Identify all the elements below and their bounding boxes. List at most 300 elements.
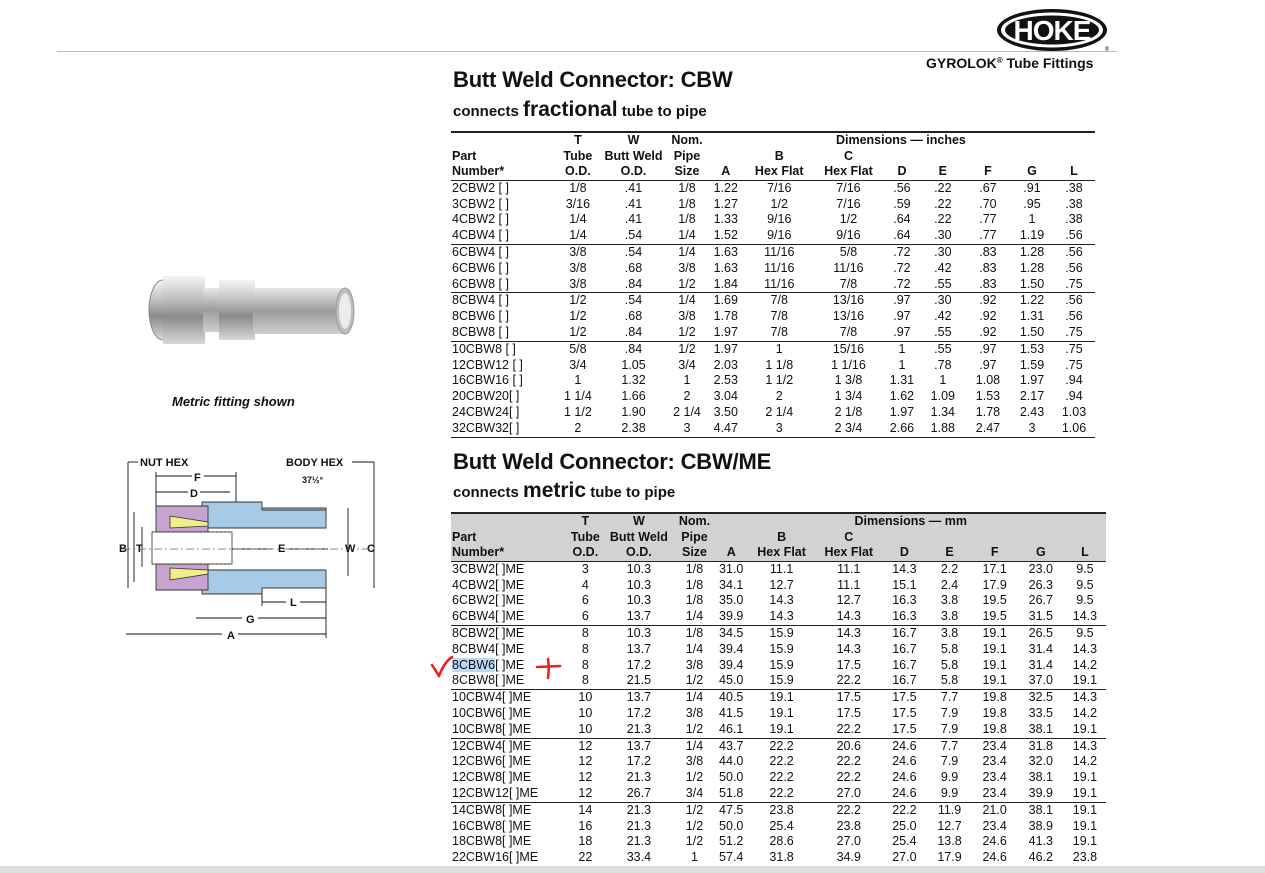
table-cell: 22.2	[747, 786, 816, 802]
table-cell: 16	[578, 818, 593, 833]
red-check-annotation	[430, 656, 570, 680]
table-cell: .67	[979, 180, 997, 195]
table-cell: 31.8	[747, 850, 816, 866]
table-cell: 27.0	[836, 834, 861, 849]
table-cell: 17.5	[892, 705, 917, 720]
table-cell: 39.9	[715, 609, 746, 625]
table-cell: 5.8	[927, 673, 971, 689]
table-cell: .92	[979, 293, 997, 308]
table-cell: 1 1/16	[831, 357, 866, 372]
table-cell: 7.7	[940, 738, 959, 753]
table-cell: 9/16	[745, 228, 814, 244]
table-cell: 1.08	[975, 373, 1001, 388]
svg-text:B: B	[119, 543, 127, 555]
table-cell: 1	[898, 341, 906, 356]
table-cell: 3/8	[569, 260, 587, 275]
table-cell: 11/16	[833, 260, 864, 275]
table-cell: 14.3	[1072, 690, 1098, 705]
table-cell: 23.4	[982, 770, 1007, 785]
brand-suffix: Tube Fittings	[1006, 55, 1094, 71]
table-cell: .97	[893, 309, 911, 324]
table-cell: 10.3	[626, 593, 652, 608]
table-row	[451, 293, 1095, 309]
table-cell: 25.4	[892, 834, 917, 849]
table-cell: 19.1	[769, 705, 794, 720]
table-cell: 23.0	[1028, 561, 1053, 576]
table-cell: 7/16	[836, 196, 861, 211]
table-cell: 1.97	[889, 404, 915, 419]
table-cell: 7.9	[940, 754, 959, 769]
table-cell: 14.3	[816, 609, 881, 625]
table-cell: 1/8	[678, 180, 696, 195]
table-cell: 33.4	[604, 850, 673, 866]
part-number-cell: 12CBW12 [ ]	[452, 357, 523, 372]
table-cell: 3/8	[569, 244, 587, 259]
part-number-cell: 12CBW6[ ]ME	[452, 754, 532, 769]
table-cell: .55	[921, 325, 965, 341]
part-number-cell: 6CBW2[ ]ME	[452, 593, 525, 608]
table-cell: 2.47	[965, 421, 1011, 437]
part-number-cell: 8CBW8 [ ]	[451, 325, 556, 341]
table-cell: 1 1/2	[563, 404, 592, 419]
table-cell: 19.8	[972, 722, 1018, 738]
table-cell: 14	[578, 802, 593, 817]
table-cell: 1.06	[1053, 421, 1095, 437]
table-cell: .97	[979, 357, 997, 372]
table-cell: .95	[1023, 196, 1041, 211]
table-cell: 13.7	[626, 738, 652, 753]
table-cell: 14.3	[836, 641, 861, 656]
table-row	[451, 578, 1106, 594]
table-cell: 19.1	[769, 690, 794, 705]
table-cell: 9/16	[814, 228, 883, 244]
table-cell: 38.1	[1018, 722, 1064, 738]
table-row	[451, 405, 1095, 421]
table-cell: 7.9	[940, 705, 959, 720]
table-cell: 17.5	[881, 722, 927, 738]
table-cell: 51.2	[719, 834, 744, 849]
table-row	[451, 561, 1106, 577]
part-number-cell: 8CBW6[ ]ME	[452, 657, 525, 672]
table-cell: 15.9	[769, 641, 794, 656]
table-cell: 2 1/8	[834, 404, 863, 419]
table-cell: 1/4	[678, 244, 696, 259]
svg-text:D: D	[190, 488, 198, 500]
table-row	[451, 770, 1106, 786]
table-cell: .92	[979, 309, 997, 324]
table-cell: 22.2	[816, 673, 881, 689]
table-cell: 1.69	[713, 293, 738, 308]
table-cell: 3/8	[685, 754, 704, 769]
table-cell: 1.90	[621, 404, 646, 419]
svg-text:T: T	[136, 543, 143, 555]
table-cell: 3/16	[565, 196, 591, 211]
table-cell: 3.8	[927, 609, 971, 625]
section2-subtitle-emphasis: metric	[523, 479, 587, 502]
part-number-cell: 10CBW8 [ ]	[452, 341, 516, 356]
table-cell: 1/4	[685, 738, 704, 753]
table-cell: 1.59	[1019, 357, 1045, 372]
table-cell: 1.50	[1011, 325, 1053, 341]
table-cell: 14.3	[1072, 641, 1098, 656]
table-cell: 10	[566, 722, 604, 738]
registered-mark: ®	[996, 56, 1003, 65]
table-cell: 34.9	[816, 850, 881, 866]
table-cell: 2.17	[1019, 389, 1045, 404]
table-cell: 13/16	[832, 293, 865, 308]
table-row	[451, 212, 1095, 228]
svg-text:W: W	[345, 543, 356, 555]
table-cell: 22.2	[892, 802, 917, 817]
table-cell: 25.4	[769, 818, 794, 833]
table-cell: 50.0	[719, 770, 744, 785]
table-cell: 3.04	[713, 389, 738, 404]
table-cell: 17.1	[982, 561, 1007, 576]
part-number-cell: 2CBW2 [ ]	[452, 180, 509, 195]
table-cell: 1.33	[713, 212, 738, 227]
table-cell: .75	[1065, 357, 1083, 372]
table-row	[451, 738, 1106, 754]
table-cell: .77	[979, 212, 997, 227]
table-cell: 1.28	[1019, 260, 1045, 275]
table-cell: 1.53	[975, 389, 1001, 404]
table-cell: 7.9	[927, 722, 971, 738]
table-cell: 7/8	[745, 325, 814, 341]
part-number-cell: 3CBW2[ ]ME	[452, 561, 525, 576]
table-cell: 8	[581, 625, 589, 640]
table-cell: .56	[1065, 260, 1083, 275]
table-cell: 3	[1011, 421, 1053, 437]
table-cell: 2.2	[940, 561, 959, 576]
table-cell: 21.3	[604, 722, 673, 738]
table-cell: 19.5	[982, 593, 1007, 608]
table-cell: .94	[1065, 373, 1083, 388]
table-cell: .30	[934, 293, 952, 308]
table-cell: 31.5	[1018, 609, 1064, 625]
part-number-cell: 8CBW6 [ ]	[452, 309, 509, 324]
table-cell: 21.3	[626, 818, 652, 833]
table-cell: 1/2	[667, 277, 707, 293]
table-cell: 46.1	[715, 722, 746, 738]
table-cell: 31.8	[1028, 738, 1053, 753]
dims-header-mm: Dimensions — mm	[854, 514, 967, 528]
table-cell: 1	[775, 341, 783, 356]
table-cell: 7.7	[940, 690, 959, 705]
table-cell: 1/2	[556, 325, 600, 341]
table-cell: 3/4	[569, 357, 587, 372]
table-cell: 41.5	[719, 705, 744, 720]
part-number-cell: 10CBW4[ ]ME	[452, 690, 532, 705]
table-cell: .97	[893, 293, 911, 308]
table-cell: 3	[581, 561, 589, 576]
table-cell: 9/16	[767, 212, 792, 227]
table-cell: 1.34	[930, 404, 956, 419]
table-cell: 24.6	[892, 738, 917, 753]
brand-line	[926, 55, 1093, 71]
svg-text:HOKE: HOKE	[1013, 15, 1091, 46]
part-number-cell: 24CBW24[ ]	[452, 404, 520, 419]
table-cell: 19.1	[1072, 818, 1098, 833]
table-cell: 7/8	[770, 309, 788, 324]
table-cell: .41	[624, 212, 643, 227]
table-cell: 16.3	[892, 593, 917, 608]
table-cell: 8	[581, 641, 589, 656]
svg-text:37½°: 37½°	[302, 475, 324, 485]
table-cell: 34.1	[719, 577, 744, 592]
table-cell: 23.4	[982, 818, 1007, 833]
table-cell: 2	[775, 389, 783, 404]
table-cell: 12.7	[769, 577, 794, 592]
table-cell: 3/8	[685, 705, 704, 720]
table-cell: 19.1	[1072, 802, 1098, 817]
table-cell: 21.5	[604, 673, 673, 689]
table-cell: .56	[1065, 309, 1083, 324]
table-cell: 31.0	[719, 561, 744, 576]
table-cell: 1/8	[678, 212, 696, 227]
table-cell: 11/16	[764, 244, 795, 259]
table-cell: 28.6	[769, 834, 794, 849]
table-cell: 14.3	[836, 625, 861, 640]
table-cell: .38	[1065, 180, 1083, 195]
table-cell: 6	[566, 609, 604, 625]
table-cell: 1	[898, 357, 906, 372]
table-cell: 14.3	[1064, 609, 1106, 625]
table-cell: 1/2	[674, 722, 716, 738]
table-row	[451, 180, 1095, 196]
table-cell: 47.5	[719, 802, 744, 817]
table-cell: 1.78	[975, 404, 1001, 419]
section1-subtitle-emphasis: fractional	[523, 98, 618, 121]
table-cell: 37.0	[1018, 673, 1064, 689]
svg-text:E: E	[278, 543, 286, 555]
table-cell: 19.8	[982, 690, 1007, 705]
table-cell: 1.31	[889, 373, 915, 388]
table-cell: 11/16	[764, 260, 795, 275]
table-cell: 7/16	[767, 180, 792, 195]
table-cell: 2.66	[883, 421, 921, 437]
table-cell: .56	[1065, 293, 1083, 308]
dims-header: Dimensions — inches	[835, 133, 966, 147]
table-cell: 11.1	[769, 561, 794, 576]
svg-text:BODY HEX: BODY HEX	[286, 457, 344, 469]
table-cell: 11/16	[745, 277, 814, 293]
table-cell: 2.38	[600, 421, 667, 437]
table-cell: 3	[745, 421, 814, 437]
table-cell: 15/16	[832, 341, 865, 356]
part-number-cell: 4CBW2[ ]ME	[452, 577, 525, 592]
table-cell: .56	[1053, 228, 1095, 244]
table-cell: 19.1	[982, 625, 1007, 640]
table-cell: 1/8	[678, 196, 696, 211]
table-cell: 45.0	[715, 673, 746, 689]
part-number-cell: 10CBW6[ ]ME	[452, 705, 532, 720]
table-row	[451, 819, 1106, 835]
table-row	[451, 593, 1106, 609]
table-cell: 50.0	[719, 818, 744, 833]
table-cell: .64	[893, 212, 911, 227]
table-cell: 10	[578, 690, 593, 705]
table-cell: 10.3	[626, 577, 652, 592]
table-cell: .59	[893, 196, 911, 211]
part-number-cell: 16CBW8[ ]ME	[452, 818, 532, 833]
table-cell: 38.9	[1028, 818, 1053, 833]
table-cell: 17.2	[626, 657, 652, 672]
table-cell: 13.7	[626, 690, 652, 705]
table-cell: 1/4	[556, 228, 600, 244]
table-cell: 14.2	[1072, 657, 1098, 672]
table-cell: 2 1/4	[673, 404, 701, 419]
table-cell: 1	[939, 373, 947, 388]
part-number-cell: 8CBW4 [ ]	[452, 293, 509, 308]
table-cell: 14.2	[1072, 705, 1098, 720]
table-cell: 1/4	[685, 690, 704, 705]
table-cell: 1.03	[1061, 404, 1087, 419]
table-cell: .75	[1065, 341, 1083, 356]
table-cell: 5/8	[839, 244, 858, 259]
table-cell: 14.3	[747, 609, 816, 625]
table-cell: 1/2	[569, 293, 587, 308]
table-cell: 24.6	[892, 754, 917, 769]
part-number-cell: 12CBW12[ ]ME	[451, 786, 566, 802]
brand-name: GYROLOK	[926, 55, 997, 71]
table-cell: 5.8	[940, 641, 959, 656]
table-cell: 16.3	[881, 609, 927, 625]
table-cell: 34.5	[719, 625, 744, 640]
table-cell: 7/8	[770, 293, 788, 308]
table-cell: 13/16	[832, 309, 865, 324]
table-row	[451, 722, 1106, 738]
table-cell: 23.4	[982, 738, 1007, 753]
table-cell: 1.97	[1019, 373, 1045, 388]
table-cell: 2 3/4	[814, 421, 883, 437]
table-cell: 32.0	[1028, 754, 1053, 769]
table-cell: 14.3	[769, 593, 794, 608]
table-cell: .41	[624, 180, 643, 195]
table-cell: 23.8	[769, 802, 794, 817]
table-cell: 19.1	[982, 641, 1007, 656]
table-row	[451, 358, 1095, 374]
table-cell: 21.3	[626, 834, 652, 849]
table-cell: 1 3/4	[834, 389, 863, 404]
table-row	[451, 228, 1095, 244]
table-cell: 22.2	[769, 770, 794, 785]
table-cell: 24.6	[982, 834, 1007, 849]
table-cell: 1.50	[1011, 277, 1053, 293]
table-cell: 1.97	[713, 341, 738, 356]
table-cell: .41	[624, 196, 643, 211]
table-cell: 33.5	[1028, 705, 1053, 720]
table-cell: .92	[965, 325, 1011, 341]
table-cell: 1.63	[713, 260, 738, 275]
table-cell: 17.2	[626, 705, 652, 720]
table-cell: 19.1	[747, 722, 816, 738]
table-cell: 9.9	[940, 770, 959, 785]
table-cell: 1.53	[1019, 341, 1045, 356]
table-cell: 22.2	[836, 802, 861, 817]
table-row	[451, 389, 1095, 405]
table-cell: .84	[600, 325, 667, 341]
table-cell: 10	[578, 705, 593, 720]
part-number-cell: 16CBW16 [ ]	[452, 373, 523, 388]
table-cell: 1.88	[921, 421, 965, 437]
table-cell: 13.8	[937, 834, 962, 849]
table-cell: 19.1	[972, 673, 1018, 689]
table-cell: 3.8	[940, 593, 959, 608]
table-cell: 1.62	[889, 389, 915, 404]
table-cell: 1 3/8	[834, 373, 863, 388]
table-cell: .75	[1053, 277, 1095, 293]
table-cell: 1.28	[1019, 244, 1045, 259]
table-cell: 24.6	[881, 786, 927, 802]
part-number-cell: 10CBW8[ ]ME	[451, 722, 566, 738]
table-cell: 25.0	[892, 818, 917, 833]
svg-text:F: F	[194, 472, 201, 484]
table-cell: 3.8	[940, 625, 959, 640]
table-row	[451, 802, 1106, 818]
part-number-cell: 4CBW2 [ ]	[452, 212, 509, 227]
table-cell: 23.8	[836, 818, 861, 833]
table-row	[451, 197, 1095, 213]
table-cell: 17.5	[836, 705, 861, 720]
header-rule	[57, 51, 1117, 52]
part-number-cell: 14CBW8[ ]ME	[452, 802, 532, 817]
svg-text:®: ®	[1104, 47, 1110, 52]
table-row	[451, 706, 1106, 722]
table-cell: 26.5	[1028, 625, 1053, 640]
table-cell: 23.4	[982, 754, 1007, 769]
table-cell: 27.0	[881, 850, 927, 866]
table-cell: 1/2	[569, 309, 587, 324]
part-number-cell: 32CBW32[ ]	[451, 421, 556, 437]
svg-text:C: C	[367, 543, 375, 555]
table-cell: .70	[979, 196, 997, 211]
table-cell: 1.52	[707, 228, 745, 244]
fractional-spec-table: T W Nom. Dimensions — inches Part Tube Butt Weld Pipe B C Number* O.D. O.D. Size A Hex Flat Hex Flat D E F G L 2CBW2 [ ] 1/8 .41 1/8 1.22 7/16 7/16 .56 .22 .67 .91 .38 3CBW2 [ ] 3/16 .41 1/8 1.27 1/2 7/16 .59 .22 .70 .95 .38 4CBW2 [ ] 1/4 .41 1/8 1.33 9/16 1/2 .64 .22 .77 1 .38 4CBW4 [ ] 1/4 .54 1/4 1.52 9/16 9/16 .64 .30 .77 1.19 .56 6CBW4 [ ] 3/8 .54 1/4 1.63 11/16 5/8 .72 .30 .83 1.28 .56 6CBW6 [ ] 3/8 .68 3/8 1.63 11/16 11/16 .72 .42 .83 1.28 .56 6CBW8 [ ] 3/8 .84 1/2 1.84 11/16 7/8 .72 .55 .83 1.50 .75 8CBW4 [ ] 1/2 .54 1/4 1.69 7/8 13/16 .97 .30 .92 1.22 .56 8CBW6 [ ] 1/2 .68 3/8 1.78 7/8 13/16 .97 .42 .92 1.31 .56 8CBW8 [ ] 1/2 .84 1/2 1.97 7/8 7/8 .97 .55 .92 1.50 .75 10CBW8 [ ] 5/8 .84 1/2 1.97 1 15/16 1 .55 .97 1.53 .75 12CBW12 [ ] 3/4 1.05 3/4 2.03 1 1/8 1 1/16 1 .78 .97 1.59 .75 16CBW16 [ ] 1 1.32 1 2.53 1 1/2 1 3/8 1.31 1 1.08 1.97 .94 20CBW20[ ] 1 1/4 1.66 2 3.04 2 1 3/4 1.62 1.09 1.53 2.17 .94 24CBW24[ ] 1 1/2 1.90 2 1/4 3.50 2 1/4 2 1/8 1.97 1.34 1.78 2.43 1.03 32CBW32[ ] 2 2.38 3 4.47 3 2 3/4 2.66 1.88 2.47 3 1.06	[451, 131, 1095, 438]
selected-text-highlight: 8CBW6	[452, 657, 496, 672]
table-row	[451, 690, 1106, 706]
table-cell: 3/4	[674, 786, 716, 802]
table-cell: 9.5	[1076, 625, 1094, 640]
table-cell: .97	[979, 341, 997, 356]
table-cell: 1.05	[621, 357, 646, 372]
table-row	[451, 261, 1095, 277]
table-cell: 41.3	[1028, 834, 1053, 849]
table-cell: 12.7	[937, 818, 962, 833]
table-cell: 2	[556, 421, 600, 437]
table-cell: 1/2	[674, 673, 716, 689]
table-cell: 24.6	[972, 850, 1018, 866]
table-cell: 23.8	[1064, 850, 1106, 866]
table-cell: 43.7	[719, 738, 744, 753]
table-row	[451, 754, 1106, 770]
table-cell: .83	[979, 244, 997, 259]
table-cell: 32.5	[1028, 690, 1053, 705]
table-row	[451, 421, 1095, 437]
table-cell: 1/4	[674, 609, 716, 625]
table-cell: .91	[1023, 180, 1041, 195]
table-cell: 12	[578, 770, 593, 785]
table-cell: 2.03	[713, 357, 738, 372]
table-cell: .83	[965, 277, 1011, 293]
table-cell: 3/8	[678, 309, 696, 324]
table-row	[451, 786, 1106, 802]
table-cell: .77	[965, 228, 1011, 244]
table-cell: 13.7	[626, 641, 652, 656]
part-number-cell: 22CBW16[ ]ME	[451, 850, 566, 866]
table-cell: 39.4	[719, 657, 744, 672]
table-cell: 11.1	[837, 577, 861, 592]
table-cell: 21.0	[982, 802, 1007, 817]
